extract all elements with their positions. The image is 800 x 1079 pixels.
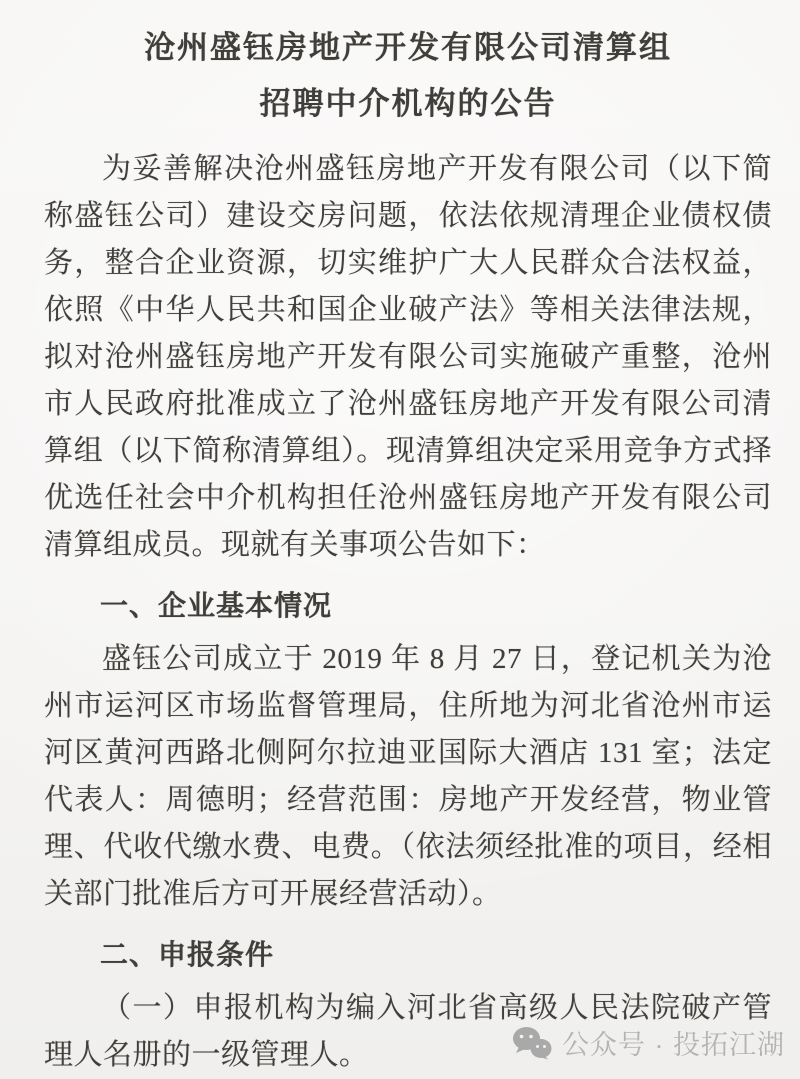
watermark-text: 公众号 · 投拓江湖 [562,1030,785,1060]
watermark [512,1023,785,1062]
paragraph-application-condition-1: （一）申报机构为编入河北省高级人民法院破产管理人名册的一级管理人。 [44,992,772,1071]
document-title-line2: 招聘中介机构的公告 [259,86,557,121]
section-heading-application-conditions: 二、申报条件 [100,940,275,971]
section-heading-company-basics: 一、企业基本情况 [100,591,333,622]
paragraph-company-info: 盛钰公司成立于 2019 年 8 月 27 日，登记机关为沧州市运河区市场监督管理局，住所地为河北省沧州市运河区黄河西路北侧阿尔拉迪亚国际大酒店 131 室；法定代表人：周德明；经营范围：房地产开发经营，物业管理、代收代缴水费、电费。（依法须经批准的项目，经相关部门批准后方可开展经营活动）。 [44,643,772,910]
wechat-icon [512,1026,552,1060]
document-content [44,22,772,1079]
document-title-line1: 沧州盛钰房地产开发有限公司清算组 [144,30,672,65]
paragraph-intro: 为妥善解决沧州盛钰房地产开发有限公司（以下简称盛钰公司）建设交房问题，依法依规清理企业债权债务，整合企业资源，切实维护广大人民群众合法权益，依照《中华人民共和国企业破产法》等相关法律法规，拟对沧州盛钰房地产开发有限公司实施破产重整，沧州市人民政府批准成立了沧州盛钰房地产开发有限公司清算组（以下简称清算组）。现清算组决定采用竞争方式择优选任社会中介机构担任沧州盛钰房地产开发有限公司清算组成员。现就有关事项公告如下： [44,153,772,561]
